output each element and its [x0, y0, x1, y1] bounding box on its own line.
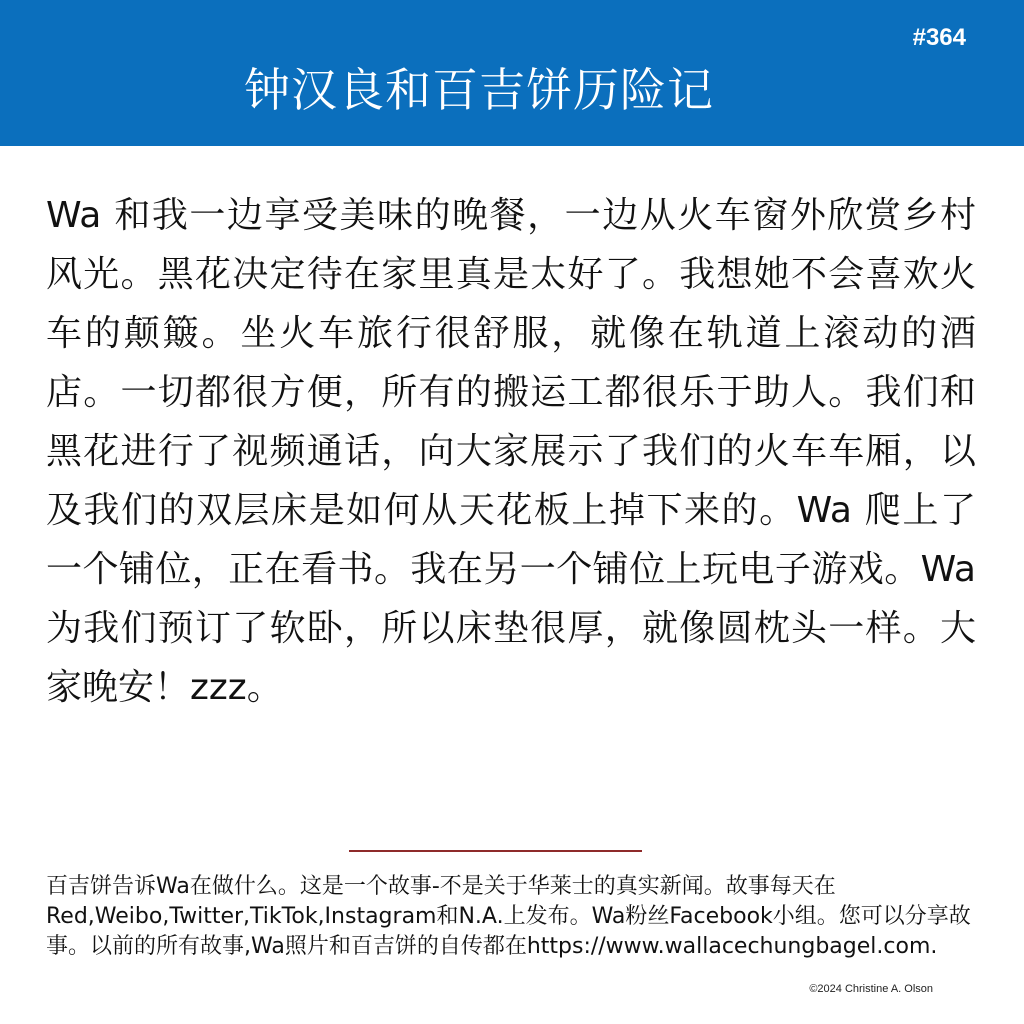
episode-number: #364: [912, 24, 966, 51]
copyright-notice: ©2024 Christine A. Olson: [809, 983, 933, 995]
story-text: Wa 和我一边享受美味的晚餐，一边从火车窗外欣赏乡村风光。黑花决定待在家里真是太好了。我想她不会喜欢火车的颠簸。坐火车旅行很舒服，就像在轨道上滚动的酒店。一切都很方便，所有的搬运工都很乐于助人。我们和黑花进行了视频通话，向大家展示了我们的火车车厢，以及我们的双层床是如何从天花板上掉下来的。Wa 爬上了一个铺位，正在看书。我在另一个铺位上玩电子游戏。Wa 为我们预订了软卧，所以床垫很厚，就像圆枕头一样。大家晚安！zzz。: [46, 195, 976, 708]
page-title: 钟汉良和百吉饼历险记: [244, 63, 714, 117]
header-banner: [0, 0, 1024, 146]
footer-note: 百吉饼告诉Wa在做什么。这是一个故事-不是关于华莱士的真实新闻。故事每天在Red,Weibo,Twitter,TikTok,Instagram和N.A.上发布。Wa粉丝Facebook小组。您可以分享故事。以前的所有故事,Wa照片和百吉饼的自传都在https://www.wallacechungbagel.com.: [46, 874, 971, 959]
divider-line: [349, 850, 642, 852]
